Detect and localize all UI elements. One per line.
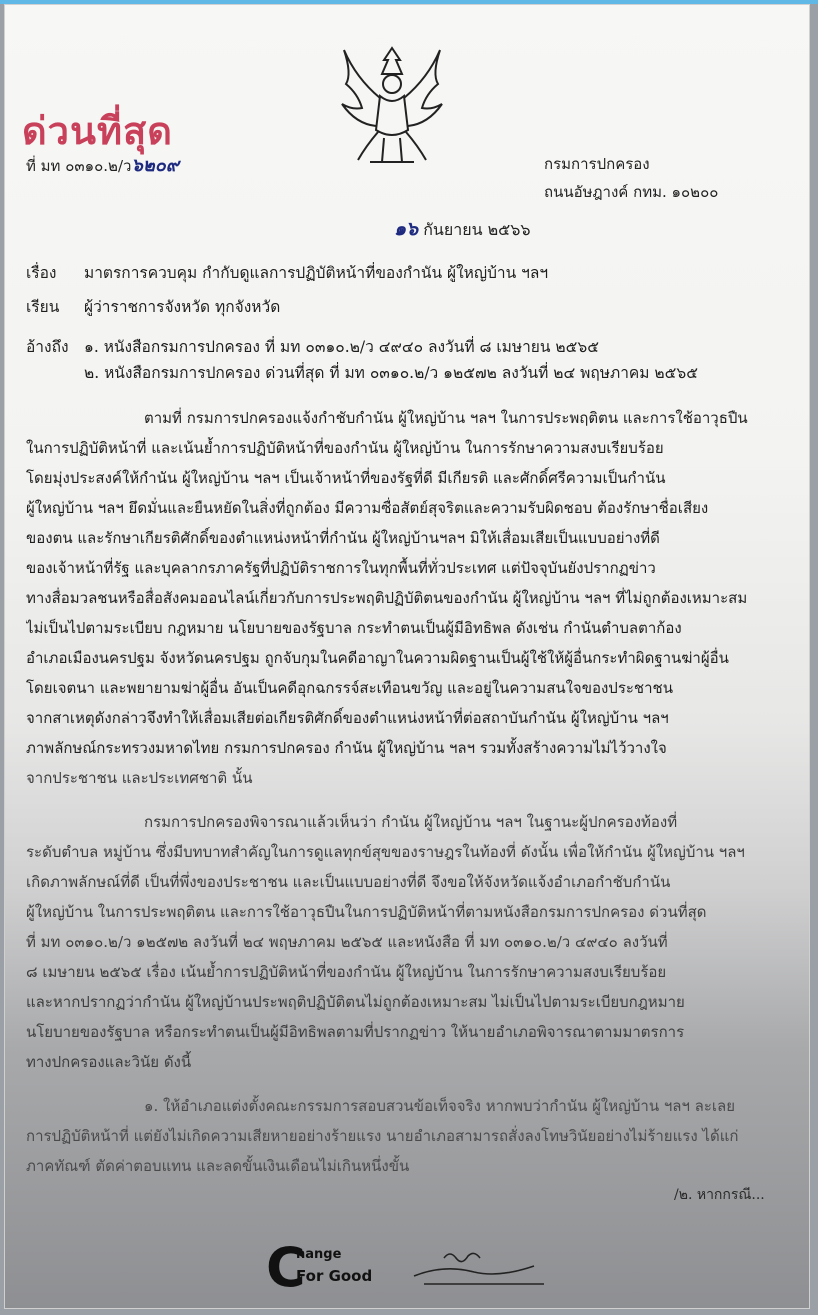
text-line: ของเจ้าหน้าที่รัฐ และบุคลากรภาครัฐที่ปฏิบัติราชการในทุกพื้นที่ทั่วประเทศ แต่ปัจจุบันยังปรากฏข่าว	[26, 559, 656, 577]
date-day-handwritten: ๑๖	[394, 218, 419, 240]
continued-note: /๒. หากกรณี...	[674, 1187, 765, 1203]
issuer-name: กรมการปกครอง	[544, 155, 650, 173]
issuer-address	[544, 150, 718, 206]
reference-label: อ้างถึง	[26, 338, 69, 356]
document-number	[26, 150, 179, 179]
text-line: ผู้ใหญ่บ้าน ในการประพฤติตน และการใช้อาวุธปืนในการปฏิบัติหน้าที่ตามหนังสือกรมการปกครอง ด่วนที่สุด	[26, 903, 707, 921]
text-line: จากสาเหตุดังกล่าวจึงทำให้เสื่อมเสียต่อเกียรติศักดิ์ของตำแหน่งหน้าที่ต่อสถาบันกำนัน ผู้ใหญ่บ้าน ฯลฯ	[26, 709, 669, 727]
text-line: ในการปฏิบัติหน้าที่ และเน้นย้ำการปฏิบัติหน้าที่ของกำนัน ผู้ใหญ่บ้าน ในการรักษาความสงบเรียบร้อย	[26, 439, 664, 457]
text-line: ของตน และรักษาเกียรติศักดิ์ของตำแหน่งหน้าที่กำนัน ผู้ใหญ่บ้านฯลฯ มิให้เสื่อมเสียเป็นแบบอย่างที่ดี	[26, 529, 660, 547]
text-line: ไม่เป็นไปตามระเบียบ กฎหมาย นโยบายของรัฐบาล กระทำตนเป็นผู้มีอิทธิพล ดังเช่น กำนันตำบลตาก้อง	[26, 619, 682, 637]
recipient-label: เรียน	[26, 298, 60, 316]
text-line: ๑. ให้อำเภอแต่งตั้งคณะกรรมการสอบสวนข้อเท็จจริง หากพบว่ากำนัน ผู้ใหญ่บ้าน ฯลฯ ละเลย	[144, 1097, 736, 1115]
change-for-good-logo	[266, 1236, 426, 1301]
text-line: จากประชาชน และประเทศชาติ นั้น	[26, 769, 253, 787]
urgent-stamp: ด่วนที่สุด	[22, 109, 173, 153]
text-line: ตามที่ กรมการปกครองแจ้งกำชับกำนัน ผู้ใหญ่บ้าน ฯลฯ ในการประพฤติตน และการใช้อาวุธปืน	[144, 409, 748, 427]
text-line: และหากปรากฏว่ากำนัน ผู้ใหญ่บ้านประพฤติปฏิบัติตนไม่ถูกต้องเหมาะสม ไม่เป็นไปตามระเบียบกฎหมาย	[26, 993, 685, 1011]
logo-letter: C	[266, 1236, 306, 1299]
recipient-text: ผู้ว่าราชการจังหวัด ทุกจังหวัด	[84, 298, 281, 316]
text-line: เกิดภาพลักษณ์ที่ดี เป็นที่พึ่งของประชาชน และเป็นแบบอย่างที่ดี จึงขอให้จังหวัดแจ้งอำเภอกำชับกำนัน	[26, 873, 671, 891]
document-page	[4, 4, 810, 1309]
text-line: ระดับตำบล หมู่บ้าน ซึ่งมีบทบาทสำคัญในการดูแลทุกข์สุขของราษฎรในท้องที่ ดังนั้น เพื่อให้กำนัน ผู้ใหญ่บ้าน ฯลฯ	[26, 843, 745, 861]
signature-watermark-icon	[404, 1244, 564, 1294]
text-line: กรมการปกครองพิจารณาแล้วเห็นว่า กำนัน ผู้ใหญ่บ้าน ฯลฯ ในฐานะผู้ปกครองท้องที่	[144, 813, 678, 831]
text-line: โดยมุ่งประสงค์ให้กำนัน ผู้ใหญ่บ้าน ฯลฯ เป็นเจ้าหน้าที่ของรัฐที่ดี มีเกียรติ และศักดิ์ศรีความเป็นกำนัน	[26, 469, 666, 487]
logo-line-2: For Good	[296, 1267, 373, 1285]
text-line: ที่ มท ๐๓๑๐.๒/ว ๑๒๕๗๒ ลงวันที่ ๒๔ พฤษภาคม ๒๕๖๕ และหนังสือ ที่ มท ๐๓๑๐.๒/ว ๔๙๔๐ ลงวันที่	[26, 933, 668, 951]
text-line: ผู้ใหญ่บ้าน ฯลฯ ยึดมั่นและยืนหยัดในสิ่งที่ถูกต้อง มีความซื่อสัตย์สุจริตและความรับผิดชอบ ต้องรักษาชื่อเสียง	[26, 499, 709, 517]
doc-number-handwritten: ๖๒๐๙	[131, 155, 179, 176]
date-month-year: กันยายน ๒๕๖๖	[423, 220, 531, 239]
doc-number-prefix: ที่ มท ๐๓๑๐.๒/ว	[26, 157, 132, 175]
document-date	[394, 214, 531, 244]
text-line: ทางสื่อมวลชนหรือสื่อสังคมออนไลน์เกี่ยวกับการประพฤติปฏิบัติตนของกำนัน ผู้ใหญ่บ้าน ฯลฯ ที่ไม่ถูกต้องเหมาะสม	[26, 589, 748, 607]
text-line: ทางปกครองและวินัย ดังนี้	[26, 1053, 192, 1071]
text-line: การปฏิบัติหน้าที่ แต่ยังไม่เกิดความเสียหายอย่างร้ายแรง นายอำเภอสามารถสั่งลงโทษวินัยอย่างไม่ร้ายแรง ได้แก่	[26, 1127, 739, 1145]
text-line: ๘ เมษายน ๒๕๖๕ เรื่อง เน้นย้ำการปฏิบัติหน้าที่ของกำนัน ผู้ใหญ่บ้าน ในการรักษาความสงบเรียบร้อย	[26, 963, 667, 981]
garuda-emblem-icon	[322, 34, 462, 174]
text-line: ภาคทัณฑ์ ตัดค่าตอบแทน และลดขั้นเงินเดือนไม่เกินหนึ่งขั้น	[26, 1157, 410, 1175]
reference-2: ๒. หนังสือกรมการปกครอง ด่วนที่สุด ที่ มท ๐๓๑๐.๒/ว ๑๒๕๗๒ ลงวันที่ ๒๔ พฤษภาคม ๒๕๖๕	[84, 364, 698, 382]
text-line: โดยเจตนา และพยายามฆ่าผู้อื่น อันเป็นคดีอุกฉกรรจ์สะเทือนขวัญ และอยู่ในความสนใจของประชาชน	[26, 679, 673, 697]
issuer-street: ถนนอัษฎางค์ กทม. ๑๐๒๐๐	[544, 183, 719, 201]
reference-1: ๑. หนังสือกรมการปกครอง ที่ มท ๐๓๑๐.๒/ว ๔๙๔๐ ลงวันที่ ๘ เมษายน ๒๕๖๕	[84, 338, 599, 356]
text-line: อำเภอเมืองนครปฐม จังหวัดนครปฐม ถูกจับกุมในคดีอาญาในความผิดฐานเป็นผู้ใช้ให้ผู้อื่นกระทำผิดฐานฆ่าผู้อื่น	[26, 649, 729, 667]
logo-line-1: hange	[296, 1247, 342, 1262]
subject-label: เรื่อง	[26, 264, 57, 282]
subject-text: มาตรการควบคุม กำกับดูแลการปฏิบัติหน้าที่ของกำนัน ผู้ใหญ่บ้าน ฯลฯ	[84, 264, 549, 282]
text-line: ภาพลักษณ์กระทรวงมหาดไทย กรมการปกครอง กำนัน ผู้ใหญ่บ้าน ฯลฯ รวมทั้งสร้างความไม่ไว้วางใจ	[26, 739, 667, 757]
text-line: นโยบายของรัฐบาล หรือกระทำตนเป็นผู้มีอิทธิพลตามที่ปรากฏข่าว ให้นายอำเภอพิจารณาตามมาตรการ	[26, 1023, 685, 1041]
